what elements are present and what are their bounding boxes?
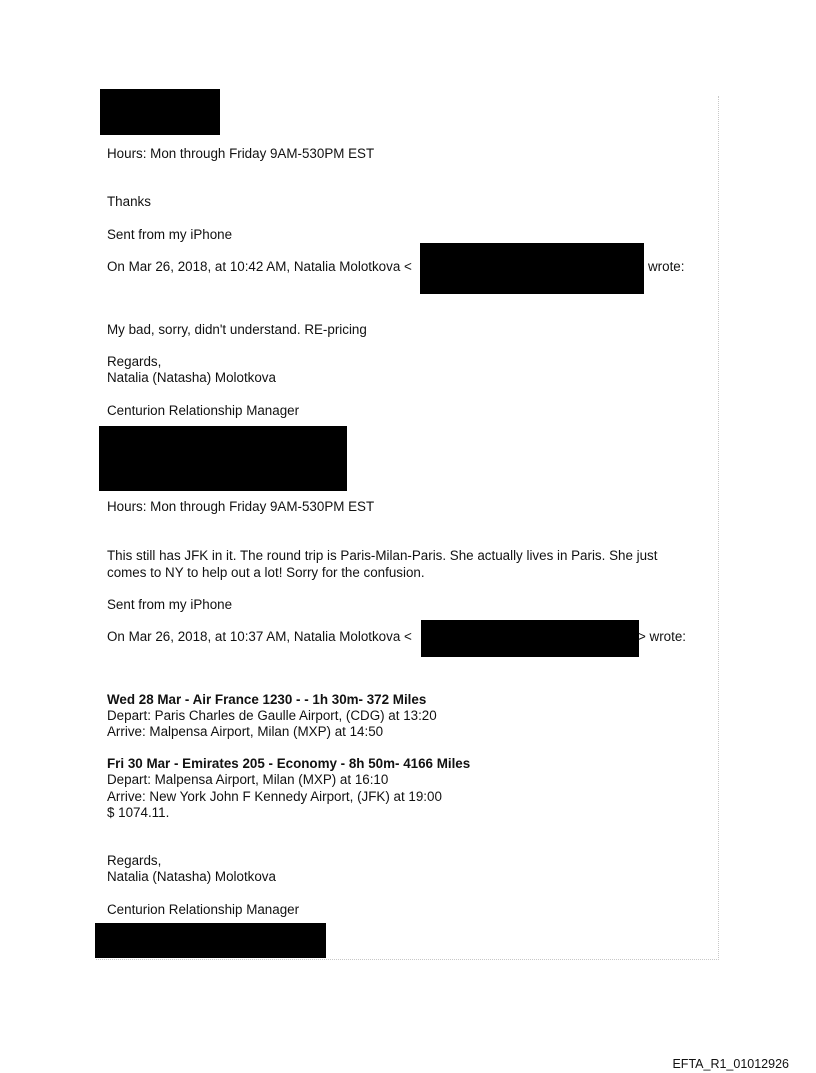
signature-regards: Regards, [107,354,162,369]
redaction-block [95,923,326,958]
flight-arrive: Arrive: Malpensa Airport, Milan (MXP) at 14:50 [107,724,384,739]
signature-name: Natalia (Natasha) Molotkova [107,370,276,385]
redaction-block [99,426,347,491]
email-border-frame [96,96,719,960]
quote-header-suffix: wrote: [648,259,685,274]
quote-header-prefix: On Mar 26, 2018, at 10:42 AM, Natalia Molotkova < [107,259,412,274]
redaction-block [100,89,220,135]
signature-title: Centurion Relationship Manager [107,403,300,418]
signature-regards: Regards, [107,853,162,868]
flight-depart: Depart: Paris Charles de Gaulle Airport, (CDG) at 13:20 [107,708,437,723]
message-line: comes to NY to help out a lot! Sorry for the confusion. [107,565,425,580]
signature-name: Natalia (Natasha) Molotkova [107,869,276,884]
flight-heading: Wed 28 Mar - Air France 1230 - - 1h 30m- 372 Miles [107,692,427,707]
sent-from-iphone: Sent from my iPhone [107,597,233,612]
redaction-block [420,243,644,294]
sent-from-iphone: Sent from my iPhone [107,227,233,242]
reply-message: My bad, sorry, didn't understand. RE-pricing [107,322,367,337]
hours-line: Hours: Mon through Friday 9AM-530PM EST [107,146,375,161]
redaction-block [421,620,639,657]
price: $ 1074.11. [107,805,170,820]
quote-header-suffix: > wrote: [638,629,687,644]
signature-title: Centurion Relationship Manager [107,902,300,917]
hours-line: Hours: Mon through Friday 9AM-530PM EST [107,499,375,514]
flight-depart: Depart: Malpensa Airport, Milan (MXP) at 16:10 [107,772,389,787]
thanks-line: Thanks [107,194,151,209]
message-line: This still has JFK in it. The round trip is Paris-Milan-Paris. She actually lives in Paris. She just [107,548,658,563]
flight-arrive: Arrive: New York John F Kennedy Airport, (JFK) at 19:00 [107,789,442,804]
bates-number: EFTA_R1_01012926 [672,1057,789,1071]
quote-header-prefix: On Mar 26, 2018, at 10:37 AM, Natalia Molotkova < [107,629,412,644]
flight-heading: Fri 30 Mar - Emirates 205 - Economy - 8h 50m- 4166 Miles [107,756,471,771]
